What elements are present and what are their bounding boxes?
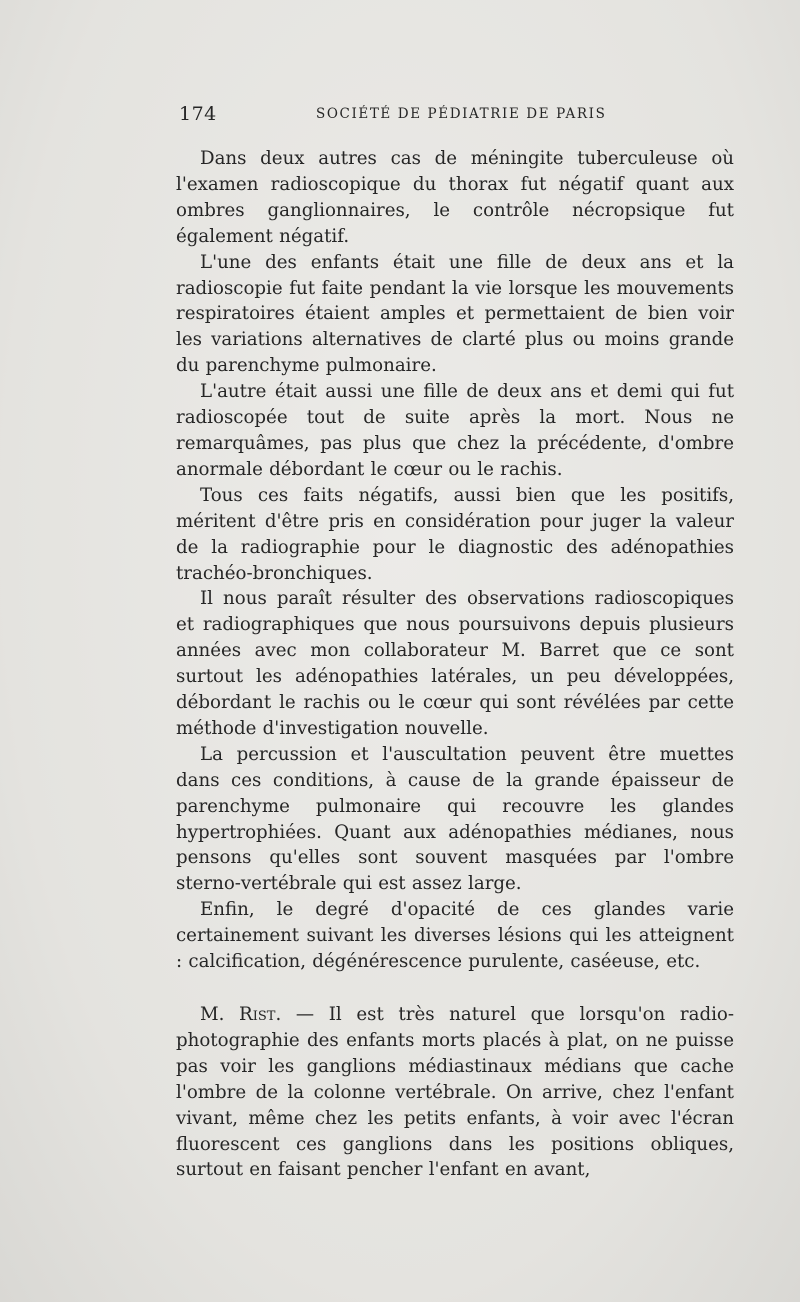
paragraph-2: L'une des enfants était une fille de deux ans et la radioscopie fut faite pendant la vie lorsque les mouvements respiratoires étaient amples et permettaient de bien voir les variations alternatives de clarté plus ou moins grande du parenchyme pulmonaire. <box>176 251 734 377</box>
section-gap <box>176 975 734 1002</box>
paragraph-5: Il nous paraît résulter des observations radioscopiques et radiographiques que nous poursuivons depuis plusieurs années avec mon collaborateur M. Barret que ce sont surtout les adénopathies latérales, un peu développées, débordant le rachis ou le cœur qui sont révélées par cette méthode d'investigation nouvelle. <box>176 588 734 739</box>
discussion-paragraph <box>176 1002 734 1183</box>
paragraph-1: Dans deux autres cas de méningite tuberculeuse où l'examen radioscopique du thorax fut négatif quant aux ombres ganglionnaires, le contrôle nécropsique fut également négatif. <box>176 148 734 247</box>
page-number: 174 <box>179 103 217 125</box>
paragraph-4: Tous ces faits négatifs, aussi bien que les positifs, méritent d'être pris en considération pour juger la valeur de la radiographie pour le diagnostic des adénopathies trachéo-bronchiques. <box>176 484 734 584</box>
body-text <box>176 146 734 1183</box>
running-title: SOCIÉTÉ DE PÉDIATRIE DE PARIS <box>316 106 607 122</box>
paragraph-3: L'autre était aussi une fille de deux ans et demi qui fut radioscopée tout de suite après la mort. Nous ne remarquâmes, pas plus que chez la précédente, d'ombre anormale débordant le cœur ou le rachis. <box>176 381 734 480</box>
speaker-name: M. Rist. <box>200 1004 282 1025</box>
paragraph-7: Enfin, le degré d'opacité de ces glandes varie certainement suivant les diverses lésions qui les atteignent : calcification, dégénérescence purulente, caséeuse, etc. <box>176 899 734 973</box>
paragraph-6: La percussion et l'auscultation peuvent être muettes dans ces conditions, à cause de la grande épaisseur de parenchyme pulmonaire qui recouvre les glandes hypertrophiées. Quant aux adénopathies médianes, nous pensons qu'elles sont souvent masquées par l'ombre sterno-vertébrale qui est assez large. <box>176 743 734 895</box>
discussion-text: — Il est très naturel que lorsqu'on radio-photographie des enfants morts placés à plat, on ne puisse pas voir les ganglions médiastinaux médians que cache l'ombre de la colonne vertébrale. On arrive, chez l'enfant vivant, même chez les petits enfants, à voir avec l'écran fluorescent ces ganglions dans les positions obliques, surtout en faisant pencher l'enfant en avant, <box>176 1004 735 1181</box>
page-header <box>179 103 739 131</box>
